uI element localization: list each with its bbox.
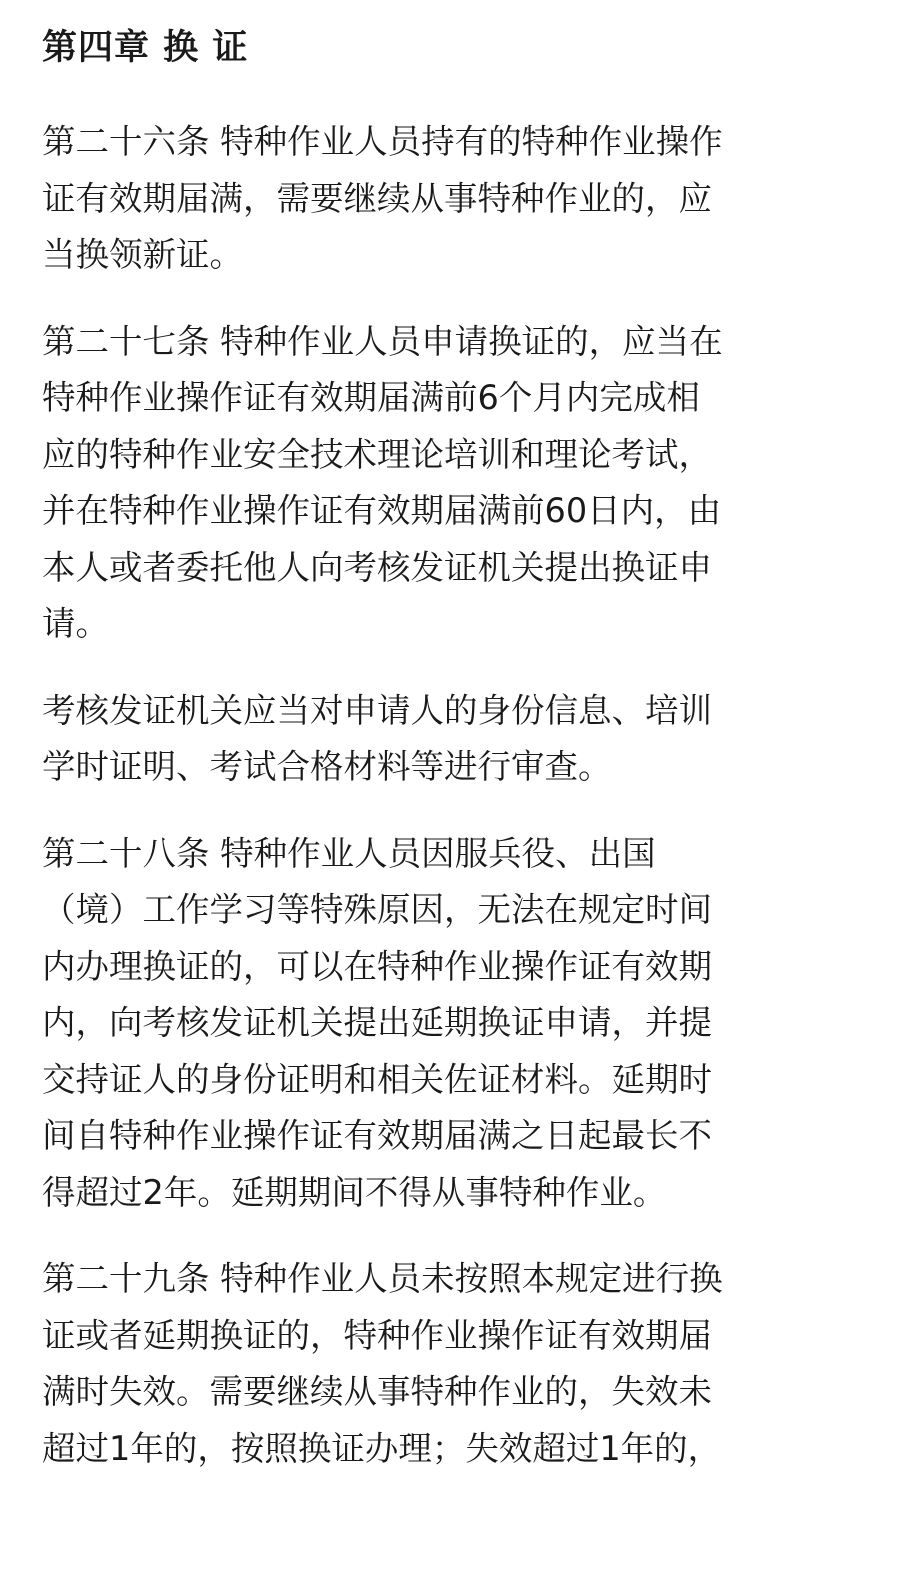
article-28-paragraph xyxy=(42,826,872,1222)
text-line: 应的特种作业安全技术理论培训和理论考试， xyxy=(42,434,712,474)
text-line: 交持证人的身份证明和相关佐证材料。延期时 xyxy=(42,1059,712,1099)
text-line: 本人或者委托他人向考核发证机关提出换证申 xyxy=(42,547,712,587)
text-line: 证有效期届满，需要继续从事特种作业的，应 xyxy=(42,178,712,218)
text-line: 特种作业操作证有效期届满前6个月内完成相 xyxy=(42,378,700,417)
text-line: 当换领新证。 xyxy=(42,235,243,274)
text-line: 得超过2年。延期期间不得从事特种作业。 xyxy=(42,1172,667,1212)
text-line: 证或者延期换证的，特种作业操作证有效期届 xyxy=(42,1315,712,1355)
text-line: 并在特种作业操作证有效期届满前60日内，由 xyxy=(42,491,722,530)
text-line: 第二十九条 特种作业人员未按照本规定进行换 xyxy=(42,1259,723,1298)
text-line: 内，向考核发证机关提出延期换证申请，并提 xyxy=(42,1003,712,1042)
text-line: 满时失效。需要继续从事特种作业的，失效未 xyxy=(42,1372,712,1411)
text-line: 超过1年的，按照换证办理；失效超过1年的， xyxy=(42,1428,722,1468)
text-line: 学时证明、考试合格材料等进行审查。 xyxy=(42,747,612,786)
chapter-title: 第四章 换 证 xyxy=(42,28,249,68)
text-line: 第二十八条 特种作业人员因服兵役、出国 xyxy=(42,833,656,873)
text-line: 第二十七条 特种作业人员申请换证的，应当在 xyxy=(42,321,723,361)
article-29-paragraph xyxy=(42,1251,872,1477)
review-paragraph xyxy=(42,683,872,796)
text-line: 内办理换证的，可以在特种作业操作证有效期 xyxy=(42,946,712,986)
text-line: 第二十六条 特种作业人员持有的特种作业操作 xyxy=(42,122,723,161)
text-line: 间自特种作业操作证有效期届满之日起最长不 xyxy=(42,1116,712,1155)
text-line: 考核发证机关应当对申请人的身份信息、培训 xyxy=(42,690,712,730)
document-body xyxy=(42,22,872,1507)
text-line: 请。 xyxy=(42,604,109,643)
article-27-paragraph xyxy=(42,314,872,653)
article-26-paragraph xyxy=(42,114,872,284)
text-line: （境）工作学习等特殊原因，无法在规定时间 xyxy=(42,890,712,929)
